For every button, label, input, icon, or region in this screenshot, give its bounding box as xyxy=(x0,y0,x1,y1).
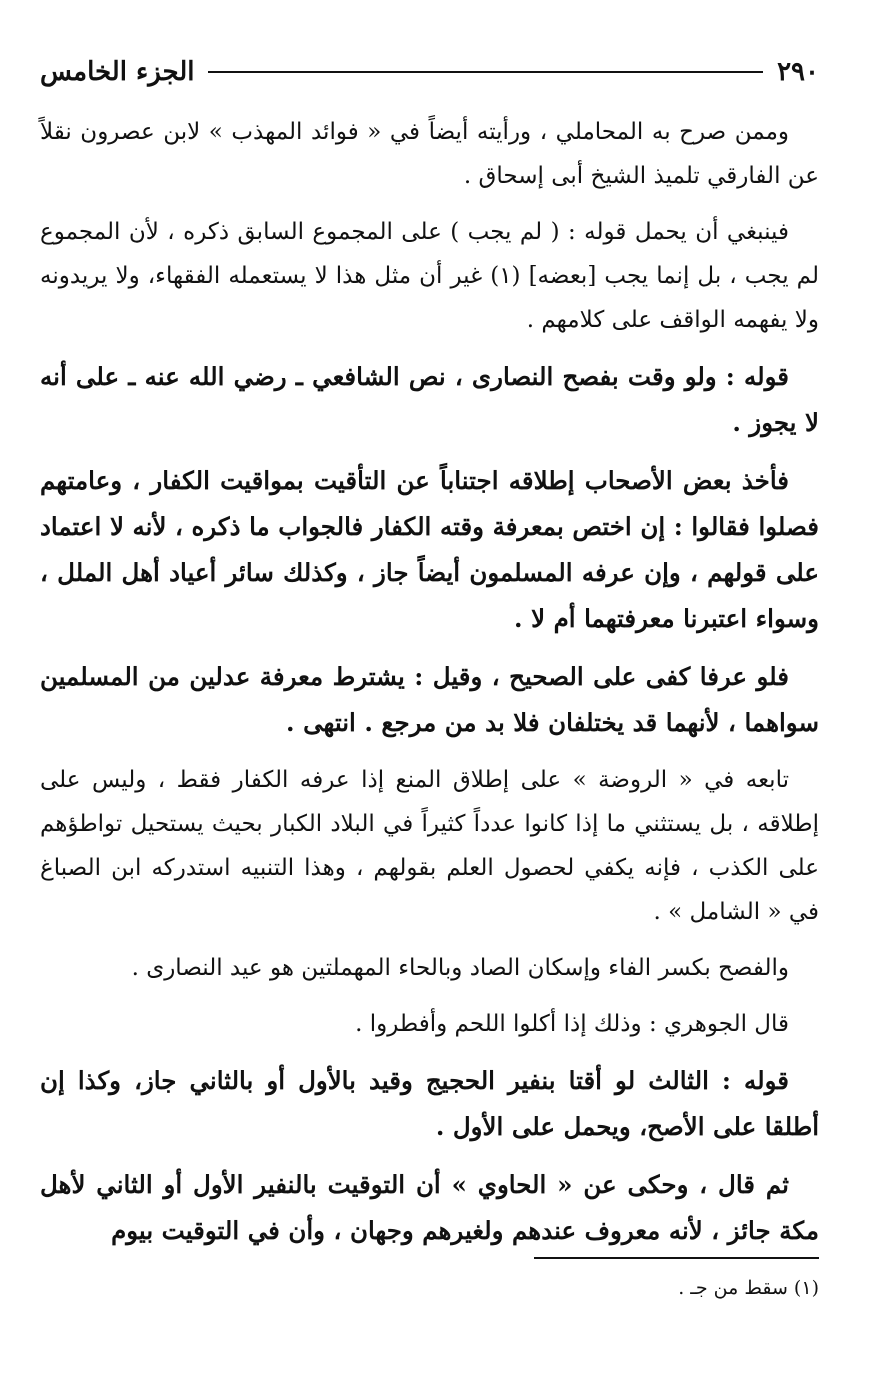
footnote: (١) سقط من جـ . xyxy=(678,1277,819,1299)
footnote-rule xyxy=(534,1257,819,1259)
paragraph: تابعه في « الروضة » على إطلاق المنع إذا عرفه الكفار فقط ، وليس على إطلاقه ، بل يستثني ما إذا كانوا عدداً كثيراً في البلاد الكبار بحيث يستحيل تواطؤهم على الكذب ، فإنه يكفي لحصول العلم بقولهم ، وهذا التنبيه استدركه ابن الصباغ في « الشامل » . xyxy=(40,767,819,925)
paragraph: فينبغي أن يحمل قوله : ( لم يجب ) على المجموع السابق ذكره ، لأن المجموع لم يجب ، بل إنما يجب [بعضه] (١) غير أن مثل هذا لا يستعمله الفقهاء، ولا يريدونه ولا يفهمه الواقف على كلامهم . xyxy=(40,219,819,333)
paragraph: وممن صرح به المحاملي ، ورأيته أيضاً في « فوائد المهذب » لابن عصرون نقلاً عن الفارقي تلميذ الشيخ أبى إسحاق . xyxy=(40,119,819,189)
paragraph: والفصح بكسر الفاء وإسكان الصاد وبالحاء المهملتين هو عيد النصارى . xyxy=(131,955,789,981)
quoted-paragraph: ثم قال ، وحكى عن « الحاوي » أن التوقيت بالنفير الأول أو الثاني لأهل مكة جائز ، لأنه معروف عندهم ولغيرهم وجهان ، وأن في التوقيت بيوم xyxy=(40,1170,819,1245)
page-body xyxy=(40,110,819,1266)
quoted-paragraph: قوله : ولو وقت بفصح النصارى ، نص الشافعي ـ رضي الله عنه ـ على أنه لا يجوز . xyxy=(40,362,819,437)
page-number: ٢٩٠ xyxy=(777,57,819,87)
paragraph: قال الجوهري : وذلك إذا أكلوا اللحم وأفطروا . xyxy=(355,1011,789,1037)
page-header xyxy=(40,52,819,92)
quoted-paragraph: فأخذ بعض الأصحاب إطلاقه اجتناباً عن التأقيت بمواقيت الكفار ، وعامتهم فصلوا فقالوا : إن اختص بمعرفة وقته الكفار فالجواب ما ذكره ، لأنه لا اعتماد على قولهم ، وإن عرفه المسلمون أيضاً جاز ، وكذلك سائر أعياد أهل الملل ، وسواء اعتبرنا معرفتهما أم لا . xyxy=(40,466,819,633)
header-rule xyxy=(208,71,763,73)
quoted-paragraph: فلو عرفا كفى على الصحيح ، وقيل : يشترط معرفة عدلين من المسلمين سواهما ، لأنهما قد يختلفان فلا بد من مرجع . انتهى . xyxy=(40,662,819,737)
quoted-paragraph: قوله : الثالث لو أقتا بنفير الحجيج وقيد بالأول أو بالثاني جاز، وكذا إن أطلقا على الأصح، ويحمل على الأول . xyxy=(40,1066,819,1141)
running-title: الجزء الخامس xyxy=(40,57,195,87)
